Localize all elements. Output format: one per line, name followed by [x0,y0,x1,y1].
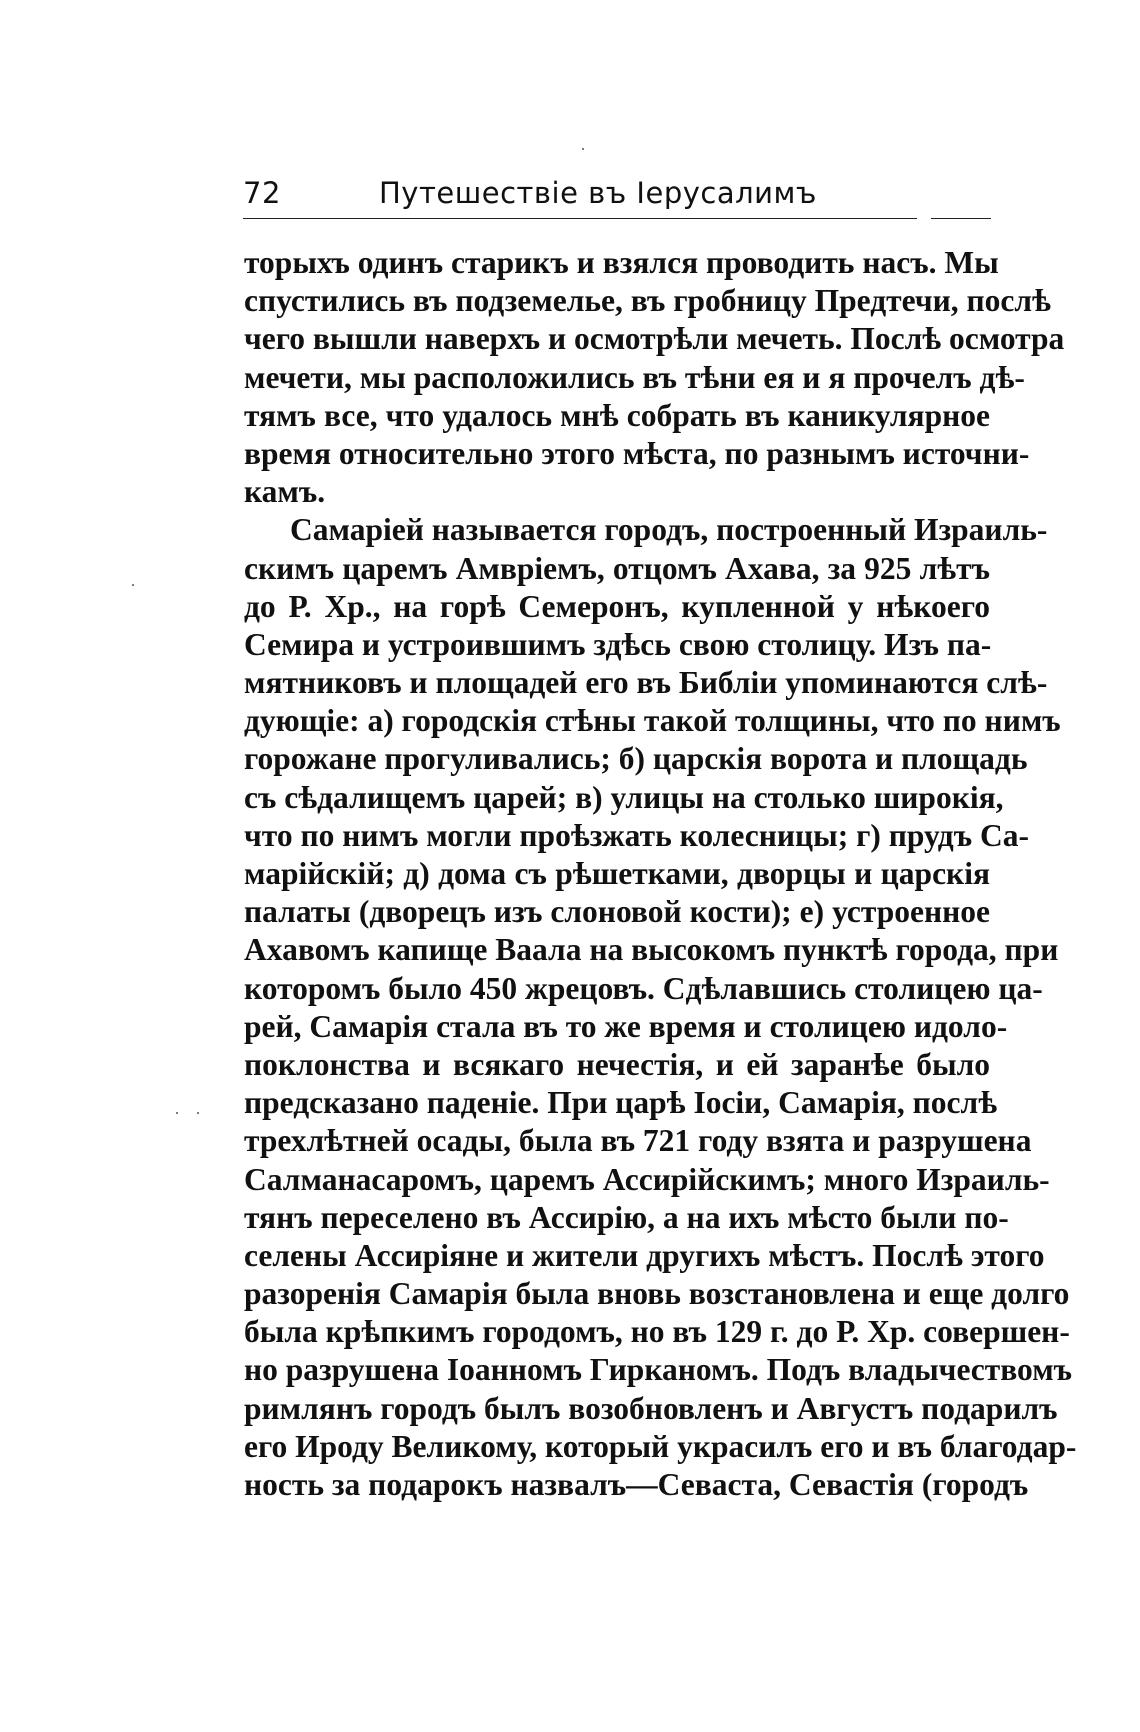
running-header [243,168,993,218]
text-line: камъ. [244,474,326,510]
text-line: спустились въ подземелье, въ гробницу Предтечи, послѣ [244,283,1051,319]
text-line: Самаріей называется городъ, построенный Израиль- [290,512,1048,548]
text-line: палаты (дворецъ изъ слоновой кости); е) устроенное [244,894,990,930]
text-line: время относительно этого мѣста, по разнымъ источни- [244,435,1030,471]
text-line: тянъ переселено въ Ассирію, а на ихъ мѣсто были по- [244,1199,1009,1235]
text-line: Ахавомъ капище Ваала на высокомъ пунктѣ города, при [244,932,1059,968]
text-line: горожане прогуливались; б) царскія ворота и площадь [244,741,1028,777]
body-text [244,244,1077,1504]
page-number: 72 [243,176,281,210]
scan-speck [582,148,584,150]
text-line: ность за подарокъ назвалъ—Севаста, Севастія (городъ [244,1467,1029,1502]
text-line: римлянъ городъ былъ возобновленъ и Августъ подарилъ [244,1390,1058,1426]
text-line: мечети, мы расположились въ тѣни ея и я прочелъ дѣ- [244,359,1025,395]
header-rule-gap [917,215,931,221]
text-line: предсказано паденіе. При царѣ Іосіи, Самарія, послѣ [244,1085,998,1121]
text-line: мятниковъ и площадей его въ Библіи упоминаются слѣ- [244,665,1048,701]
text-line: его Ироду Великому, который украсилъ его и въ благодар- [244,1428,1077,1464]
text-line: Салманасаромъ, царемъ Ассирійскимъ; много Израиль- [244,1161,1050,1197]
text-line: селены Ассиріяне и жители другихъ мѣстъ. Послѣ этого [244,1237,1045,1273]
text-line: трехлѣтней осады, была въ 721 году взята и разрушена [244,1123,1032,1159]
text-line: которомъ было 450 жрецовъ. Сдѣлавшись столицею ца- [244,970,1043,1006]
text-line: поклонства и всякаго нечестія, и ей заранѣе было [244,1046,990,1082]
text-line: тямъ все, что удалось мнѣ собрать въ каникулярное [244,397,990,433]
text-line: дующіе: а) городскія стѣны такой толщины, что по нимъ [244,703,1061,739]
text-line: Семира и устроившимъ здѣсь свою столицу. Изъ па- [244,626,992,662]
text-line: разоренія Самарія была вновь возстановлена и еще долго [244,1276,1070,1312]
text-line: что по нимъ могли проѣзжать колесницы; г) прудъ Са- [244,817,1029,853]
scan-speck [197,1112,199,1114]
scan-speck [176,1112,178,1114]
text-line: до Р. Хр., на горѣ Семеронъ, купленной у нѣкоего [244,588,990,624]
text-line: но разрушена Іоанномъ Гирканомъ. Подъ владычествомъ [244,1352,1073,1388]
text-line: чего вышли наверхъ и осмотрѣли мечеть. Послѣ осмотра [244,321,1065,357]
text-line: скимъ царемъ Амвріемъ, отцомъ Ахава, за 925 лѣтъ [244,550,990,586]
text-line: рей, Самарія стала въ то же время и столицею идоло- [244,1008,1008,1044]
header-rule [243,218,991,219]
running-title: Путешествіе въ Іерусалимъ [379,176,817,210]
text-line: съ сѣдалищемъ царей; в) улицы на столько широкія, [244,779,1004,815]
text-line: марійскій; д) дома съ рѣшетками, дворцы и царскія [244,856,990,891]
scan-speck [132,584,134,586]
text-line: была крѣпкимъ городомъ, но въ 129 г. до Р. Хр. совершен- [244,1314,1070,1350]
text-line: торыхъ одинъ старикъ и взялся проводить насъ. Мы [244,245,999,280]
